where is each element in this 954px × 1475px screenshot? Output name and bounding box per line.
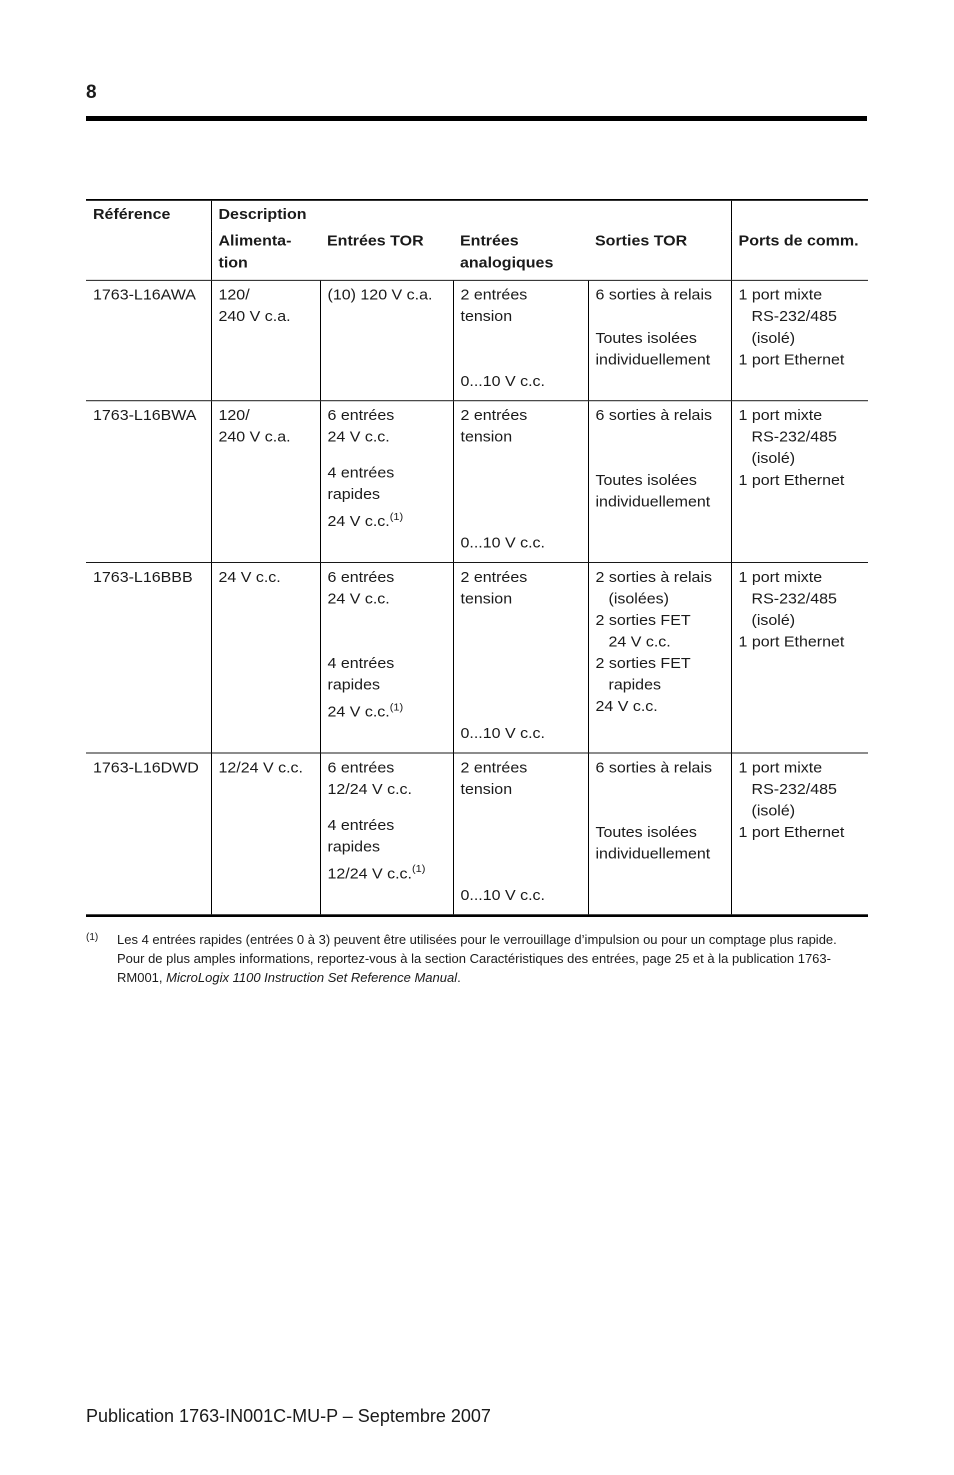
header-blank [86, 231, 211, 280]
table-row [86, 753, 868, 916]
footnote-text: Les 4 entrées rapides (entrées 0 à 3) peuvent être utilisées pour le verrouillage d’impulsion ou pour un comptage plus rapide. Pour de plus amples informations, reportez-vous à la section Caractéristiques des entrées, page 25 et à la publication 1763-RM001, MicroLogix 1100 Instruction Set Reference Manual. [117, 932, 837, 985]
header-description: Description [211, 200, 731, 231]
cell-digital-inputs: 6 entrées 24 V c.c. 4 entrées rapides 24 V c.c.$^{(1)}$ [320, 562, 453, 753]
footnote [86, 930, 846, 987]
header-reference: Référence [86, 200, 211, 231]
cell-power: 12/24 V c.c. [211, 753, 320, 916]
footnote-mark: (1) [86, 932, 99, 943]
manual-title: MicroLogix 1100 Instruction Set Reference Manual [166, 970, 458, 985]
cell-digital-outputs: 6 sorties à relais Toutes isolées individuellement [588, 401, 731, 563]
cell-analog-inputs: 2 entrées tension 0...10 V c.c. [453, 562, 588, 753]
cell-comm-ports: 1 port mixte RS-232/485 (isolé) 1 port Ethernet [731, 280, 868, 400]
header-comm-ports: Ports de comm. [731, 231, 868, 280]
cell-power: 24 V c.c. [211, 562, 320, 753]
page-number: 8 [86, 82, 97, 103]
cell-comm-ports: 1 port mixte RS-232/485 (isolé) 1 port Ethernet [731, 562, 868, 753]
cell-comm-ports: 1 port mixte RS-232/485 (isolé) 1 port Ethernet [731, 753, 868, 916]
cell-analog-inputs: 2 entrées tension 0...10 V c.c. [453, 753, 588, 916]
header-empty [731, 200, 868, 231]
cell-power: 120/ 240 V c.a. [211, 401, 320, 563]
cell-comm-ports: 1 port mixte RS-232/485 (isolé) 1 port Ethernet [731, 401, 868, 563]
header-digital-inputs: Entrées TOR [320, 231, 453, 280]
cell-digital-outputs: 2 sorties à relais (isolées) 2 sorties FET 24 V c.c. 2 sorties FET rapides 24 V c.c. [588, 562, 731, 753]
footnote-ref: (1) [389, 511, 404, 523]
cell-reference: 1763-L16BWA [86, 401, 211, 563]
cell-digital-outputs: 6 sorties à relais Toutes isolées individuellement [588, 280, 731, 400]
header-rule [86, 116, 867, 121]
cell-reference: 1763-L16BBB [86, 562, 211, 753]
footnote-ref: (1) [389, 702, 404, 714]
cell-digital-outputs: 6 sorties à relais Toutes isolées individuellement [588, 753, 731, 916]
table-row [86, 280, 868, 400]
cell-digital-inputs: (10) 120 V c.a. [320, 280, 453, 400]
cell-analog-inputs: 2 entrées tension 0...10 V c.c. [453, 280, 588, 400]
header-analog-inputs: Entrées analogiques [453, 231, 588, 280]
cell-analog-inputs: 2 entrées tension 0...10 V c.c. [453, 401, 588, 563]
controller-spec-table [86, 199, 868, 917]
table-row [86, 401, 868, 563]
cell-digital-inputs: 6 entrées 24 V c.c. 4 entrées rapides 24 V c.c.$^{(1)}$ [320, 401, 453, 563]
footnote-ref: (1) [412, 863, 426, 875]
table-row [86, 562, 868, 753]
header-power: Alimenta- tion [211, 231, 320, 280]
cell-reference: 1763-L16DWD [86, 753, 211, 916]
cell-reference: 1763-L16AWA [86, 280, 211, 400]
cell-power: 120/ 240 V c.a. [211, 280, 320, 400]
header-digital-outputs: Sorties TOR [588, 231, 731, 280]
cell-digital-inputs: 6 entrées 12/24 V c.c. 4 entrées rapides 12/24 V c.c.$^{(1)}$ [320, 753, 453, 916]
publication-footer: Publication 1763-IN001C-MU-P – Septembre 2007 [86, 1406, 491, 1426]
